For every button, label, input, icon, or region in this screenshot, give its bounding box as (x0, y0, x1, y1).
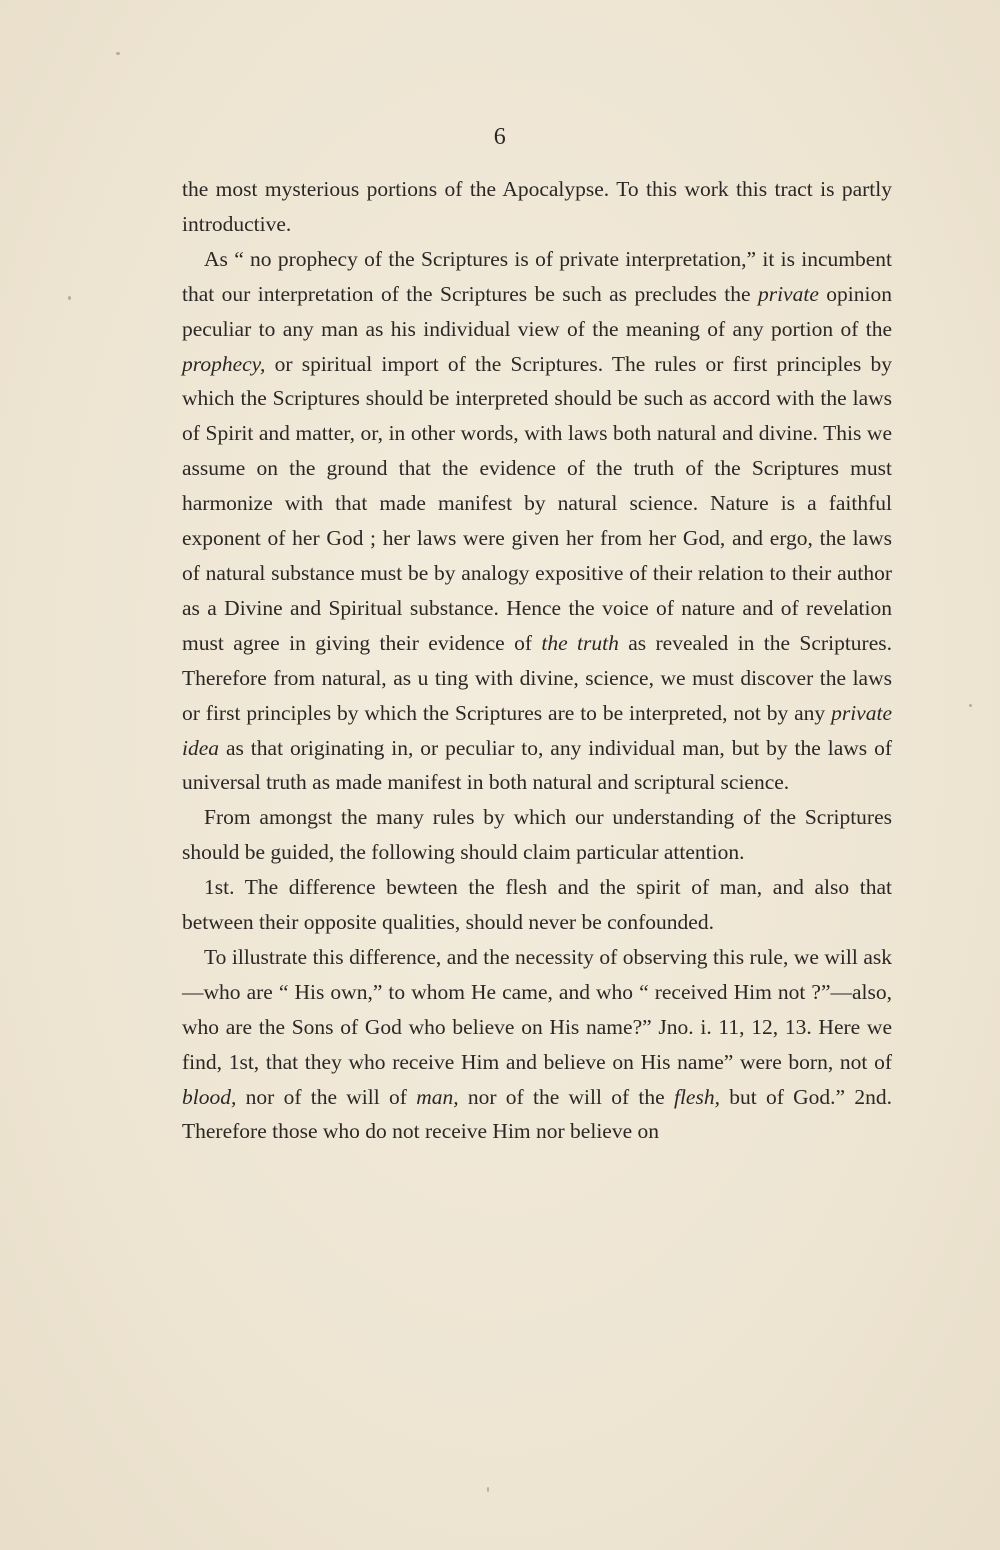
text-run: From amongst the many rules by which our understanding of the Scriptures should be guided, the following should claim particular attention. (182, 805, 892, 865)
paper-speck (487, 1487, 489, 1492)
text-run: To illustrate this difference, and the necessity of observing this rule, we will ask—who are “ His own,” to whom He came, and who “ received Him not ?”—also, who are the Sons of God who believe on His name?” Jno. i. 11, 12, 13. Here we find, 1st, that they who receive Him and believe on His name” were born, not of (182, 944, 892, 1074)
paragraph (182, 242, 892, 801)
paragraph (182, 172, 892, 242)
text-run: the most mysterious portions of the Apocalypse. To this work this tract is partly introductive. (182, 177, 892, 236)
page-number: 6 (493, 124, 507, 150)
text-run: As “ no prophecy of the Scriptures is of private interpretation,” it is incumbent that our interpretation of the Scriptures be such as precludes the (182, 246, 892, 306)
italic-text: blood, (182, 1084, 237, 1109)
paragraph (182, 800, 892, 870)
body-text (182, 172, 892, 1149)
paper-speck (969, 704, 972, 707)
italic-text: private idea (182, 700, 892, 760)
text-run: nor of the will of the (458, 1084, 674, 1109)
italic-text: private (757, 281, 819, 306)
text-run: 1st. The difference bewteen the flesh and the spirit of man, and also that between their opposite qualities, should never be confounded. (182, 875, 892, 935)
text-run: but of God.” 2nd. Therefore those who do not receive Him nor believe on (182, 1084, 892, 1144)
paper-speck (116, 52, 120, 55)
text-run: nor of the will of (236, 1084, 417, 1109)
text-run: or spiritual import of the Scriptures. The rules or first principles by which the Scriptures should be interpreted should be such as accord with the laws of Spirit and matter, or, in other words, with laws both natural and divine. This we assume on the ground that the evidence of the truth of the Scriptures must harmonize with that made manifest by natural science. Nature is a faithful exponent of her God ; her laws were given her from her God, and ergo, the laws of natural substance must be by analogy expositive of their relation to their author as a Divine and Spiritual substance. Hence the voice of nature and of revelation must agree in giving their evidence of (182, 351, 892, 655)
text-run: as that originating in, or peculiar to, any individual man, but by the laws of universal truth as made manifest in both natural and scriptural science. (182, 735, 892, 795)
text-run: opinion peculiar to any man as his individual view of the meaning of any portion of the (182, 281, 892, 341)
italic-text: flesh, (673, 1084, 720, 1109)
italic-text: prophecy, (182, 351, 266, 376)
italic-text: the truth (541, 630, 619, 655)
paragraph (182, 870, 892, 940)
paragraph (182, 940, 892, 1149)
paper-speck (68, 296, 71, 300)
italic-text: man, (416, 1084, 459, 1109)
text-run: as revealed in the Scriptures. Therefore from natural, as u ting with divine, science, we must discover the laws or first principles by which the Scriptures are to be interpreted, not by any (182, 630, 892, 725)
